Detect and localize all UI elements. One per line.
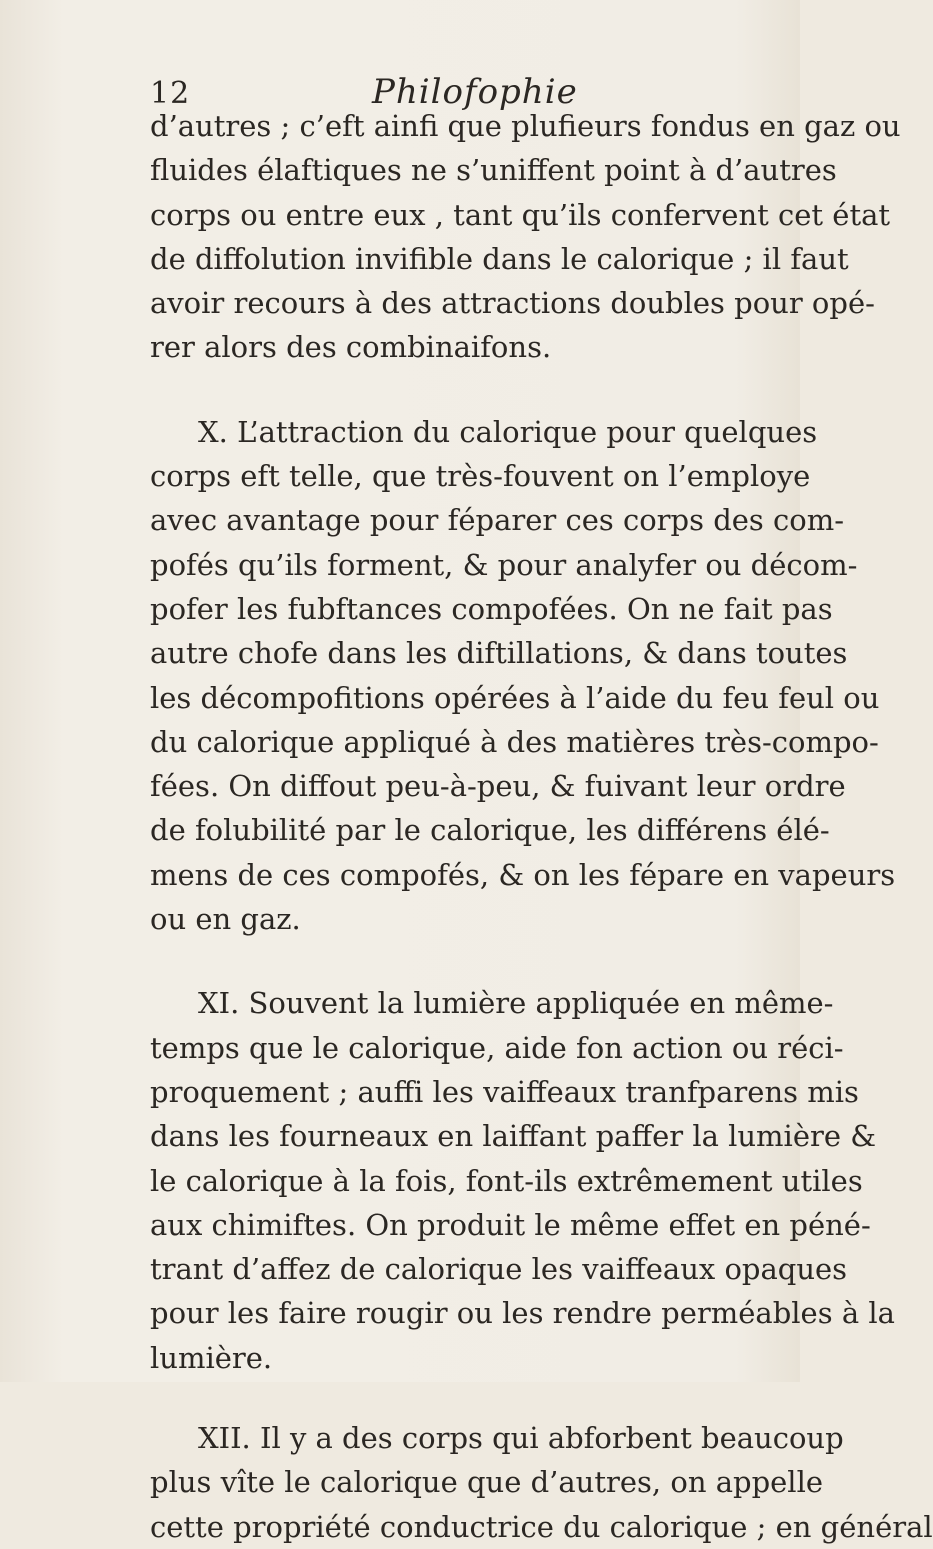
text-line: de diffolution invifible dans le calorique ; il faut (150, 241, 849, 276)
text-line: pofer les fubftances compofées. On ne fait pas (150, 591, 833, 626)
text-line: temps que le calorique, aide fon action ou réci- (150, 1030, 844, 1065)
text-line: plus vîte le calorique que d’autres, on appelle (150, 1465, 824, 1500)
text-line: pofés qu’ils forment, & pour analyfer ou décom- (150, 547, 858, 582)
text-line: ou en gaz. (150, 902, 301, 937)
running-title: Philofophie (372, 72, 578, 112)
text-line: mens de ces compofés, & on les fépare en vapeurs (150, 857, 896, 892)
text-line: dans les fourneaux en laiffant paffer la lumière & (150, 1119, 877, 1154)
paragraph-x (150, 410, 896, 942)
text-line: proquement ; auffi les vaiffeaux tranfparens mis (150, 1074, 859, 1109)
text-line: autre chofe dans les diftillations, & dans toutes (150, 636, 848, 671)
text-line: corps ou entre eux , tant qu’ils confervent cet état (150, 197, 891, 232)
text-line: rer alors des combinaifons. (150, 330, 552, 365)
text-line: XI. Souvent la lumière appliquée en même- (198, 986, 834, 1021)
text-line: trant d’affez de calorique les vaiffeaux opaques (150, 1252, 848, 1287)
text-line: pour les faire rougir ou les rendre perméables à la (150, 1296, 895, 1331)
text-line: avec avantage pour féparer ces corps des com- (150, 503, 845, 538)
text-line: X. L’attraction du calorique pour quelques (198, 414, 818, 449)
paragraph-xi (150, 981, 895, 1380)
paragraph-intro (150, 104, 901, 370)
text-line: aux chimiftes. On produit le même effet en péné- (150, 1207, 871, 1242)
paragraph-xii (150, 1416, 933, 1549)
text-line: les décompofitions opérées à l’aide du feu feul ou (150, 680, 880, 715)
text-line: fées. On diffout peu-à-peu, & fuivant leur ordre (150, 769, 846, 804)
text-line: de folubilité par le calorique, les différens élé- (150, 813, 830, 848)
text-line: du calorique appliqué à des matières très-compo- (150, 724, 879, 759)
text-line: cette propriété conductrice du calorique ; en général (150, 1509, 933, 1544)
page-number: 12 (150, 76, 191, 111)
text-line: XII. Il y a des corps qui abforbent beaucoup (198, 1421, 844, 1456)
text-line: avoir recours à des attractions doubles pour opé- (150, 286, 875, 321)
text-line: lumière. (150, 1340, 273, 1375)
text-line: le calorique à la fois, font-ils extrêmement utiles (150, 1163, 863, 1198)
text-line: corps eft telle, que très-fouvent on l’employe (150, 459, 811, 494)
body-text (150, 104, 933, 1549)
text-line: fluides élaftiques ne s’uniffent point à d’autres (150, 153, 837, 188)
text-line: d’autres ; c’eft ainfi que plufieurs fondus en gaz ou (150, 109, 901, 143)
